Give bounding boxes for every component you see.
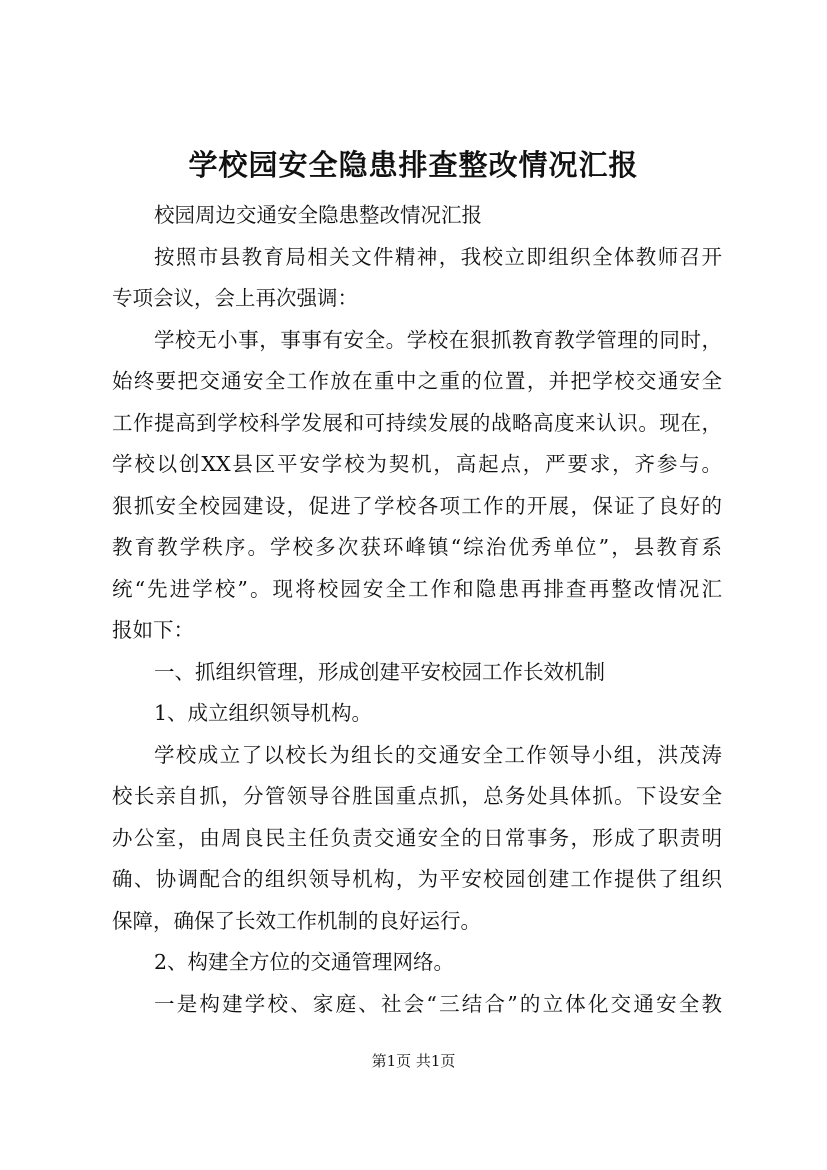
paragraph-line: 始终要把交通安全工作放在重中之重的位置，并把学校交通安全 [112, 369, 722, 393]
paragraph-line: 狠抓安全校园建设，促进了学校各项工作的开展，保证了良好的 [112, 493, 722, 518]
document-body [112, 195, 722, 1025]
page-number: 第1页 共1页 [371, 1052, 456, 1070]
section-heading: 一、抓组织管理，形成创建平安校园工作长效机制 [154, 659, 605, 684]
subsection-heading: 1、成立组织领导机构。 [154, 701, 373, 725]
paragraph-line: 学校以创XX县区平安学校为契机，高起点，严要求，齐参与。 [112, 452, 722, 476]
subtitle-line: 校园周边交通安全隐患整改情况汇报 [154, 203, 482, 227]
paragraph-line: 专项会议，会上再次强调： [112, 286, 358, 310]
paragraph-line: 按照市县教育局相关文件精神，我校立即组织全体教师召开 [154, 244, 722, 269]
paragraph-line: 校长亲自抓，分管领导谷胜国重点抓，总务处具体抓。下设安全 [112, 784, 722, 808]
paragraph-line: 教育教学秩序。学校多次获环峰镇“综治优秀单位”，县教育系 [112, 535, 722, 559]
paragraph-line: 办公室，由周良民主任负责交通安全的日常事务，形成了职责明 [112, 825, 722, 850]
paragraph-line: 报如下： [112, 618, 194, 642]
document-title: 学校园安全隐患排查整改情况汇报 [188, 148, 639, 182]
paragraph-line: 确、协调配合的组织领导机构，为平安校园创建工作提供了组织 [112, 867, 722, 891]
subsection-heading: 2、构建全方位的交通管理网络。 [154, 950, 455, 974]
paragraph-line: 保障，确保了长效工作机制的良好运行。 [112, 908, 481, 933]
paragraph-line: 学校无小事，事事有安全。学校在狠抓教育教学管理的同时， [154, 327, 722, 352]
paragraph-line: 学校成立了以校长为组长的交通安全工作领导小组，洪茂涛 [154, 742, 722, 767]
paragraph-line: 工作提高到学校科学发展和可持续发展的战略高度来认识。现在， [112, 410, 722, 435]
paragraph-line: 统“先进学校”。现将校园安全工作和隐患再排查再整改情况汇 [112, 576, 722, 601]
paragraph-line: 一是构建学校、家庭、社会“三结合”的立体化交通安全教 [154, 991, 722, 1016]
